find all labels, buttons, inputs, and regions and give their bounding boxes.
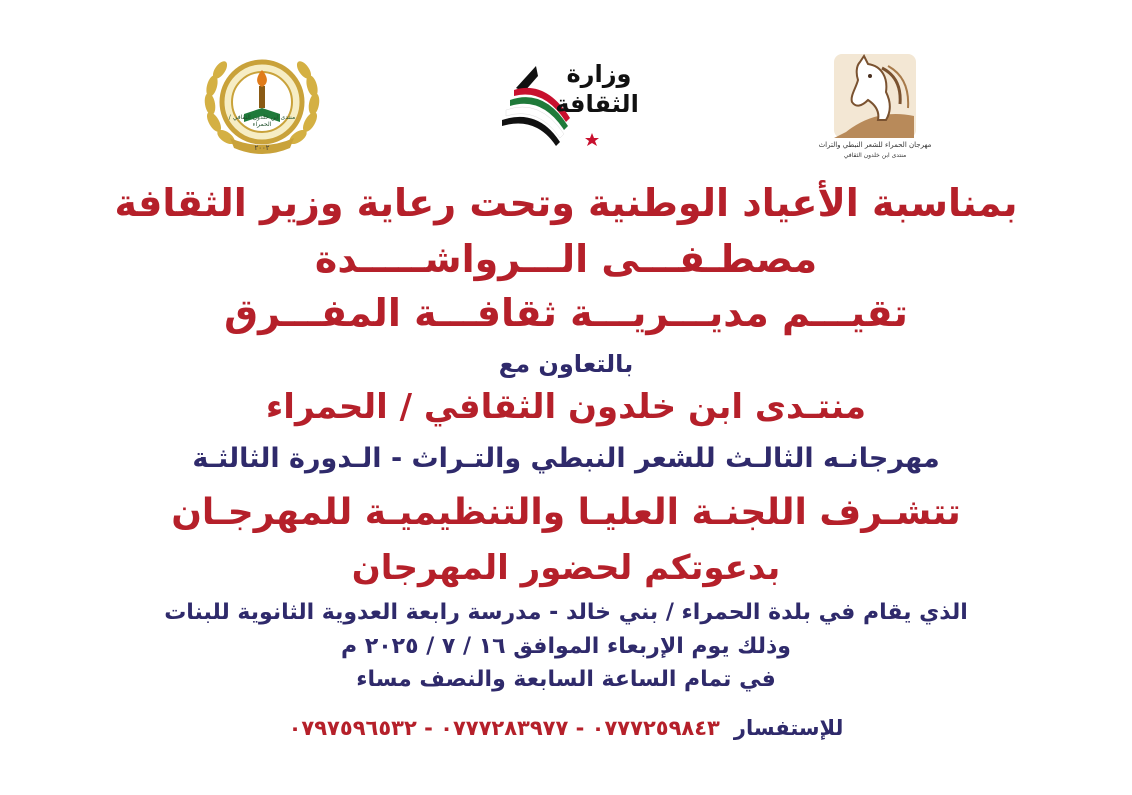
headline-occasion: بمناسبة الأعياد الوطنية وتحت رعاية وزير الثقافة (114, 181, 1018, 225)
ibn-khaldoun-forum-logo (200, 52, 324, 160)
left-logo-text: منتدى ابن خلدون الثقافي / الحمراء (228, 114, 296, 128)
committee-honor: تتشـرف اللجنـة العليـا والتنظيميـة للمهرجـان (171, 492, 961, 533)
contact-line (0, 716, 1132, 740)
date-line: وذلك يوم الإربعاء الموافق ١٦ / ٧ / ٢٠٢٥ م (341, 634, 791, 659)
contact-label: للإستفسار (733, 716, 844, 740)
minister-name: مصطـفـــى الـــرواشـــــدة (314, 237, 818, 281)
festival-title: مهرجانـه الثالـث للشعر النبطي والتـراث - الـدورة الثالثـة (192, 443, 940, 474)
host-directorate: تقيـــم مديـــريـــة ثقافـــة المفـــرق (224, 291, 908, 335)
partner-forum: منتـدى ابن خلدون الثقافي / الحمراء (265, 387, 867, 427)
venue-line: الذي يقام في بلدة الحمراء / بني خالد - مدرسة رابعة العدوية الثانوية للبنات (164, 600, 968, 625)
left-logo-year: ٢٠٠٢ (254, 144, 270, 152)
time-line: في تمام الساعة السابعة والنصف مساء (356, 667, 776, 692)
festival-horse-logo (816, 48, 934, 162)
invitation-line: بدعوتكم لحضور المهرجان (351, 548, 781, 588)
logos-row (0, 0, 1132, 170)
ministry-title-line2: الثقافة (555, 90, 639, 118)
right-logo-caption-1: مهرجان الحمراء للشعر النبطي والتراث (818, 141, 932, 149)
cooperation-label: بالتعاون مع (498, 350, 634, 378)
ministry-title-line1: وزارة (566, 60, 632, 88)
contact-phones: ٠٧٧٧٢٥٩٨٤٣ - ٠٧٧٧٢٨٣٩٧٧ - ٠٧٩٧٥٩٦٥٣٢ (288, 716, 720, 740)
ministry-of-culture-logo (498, 58, 648, 158)
right-logo-caption-2: منتدى ابن خلدون الثقافي (843, 152, 907, 159)
